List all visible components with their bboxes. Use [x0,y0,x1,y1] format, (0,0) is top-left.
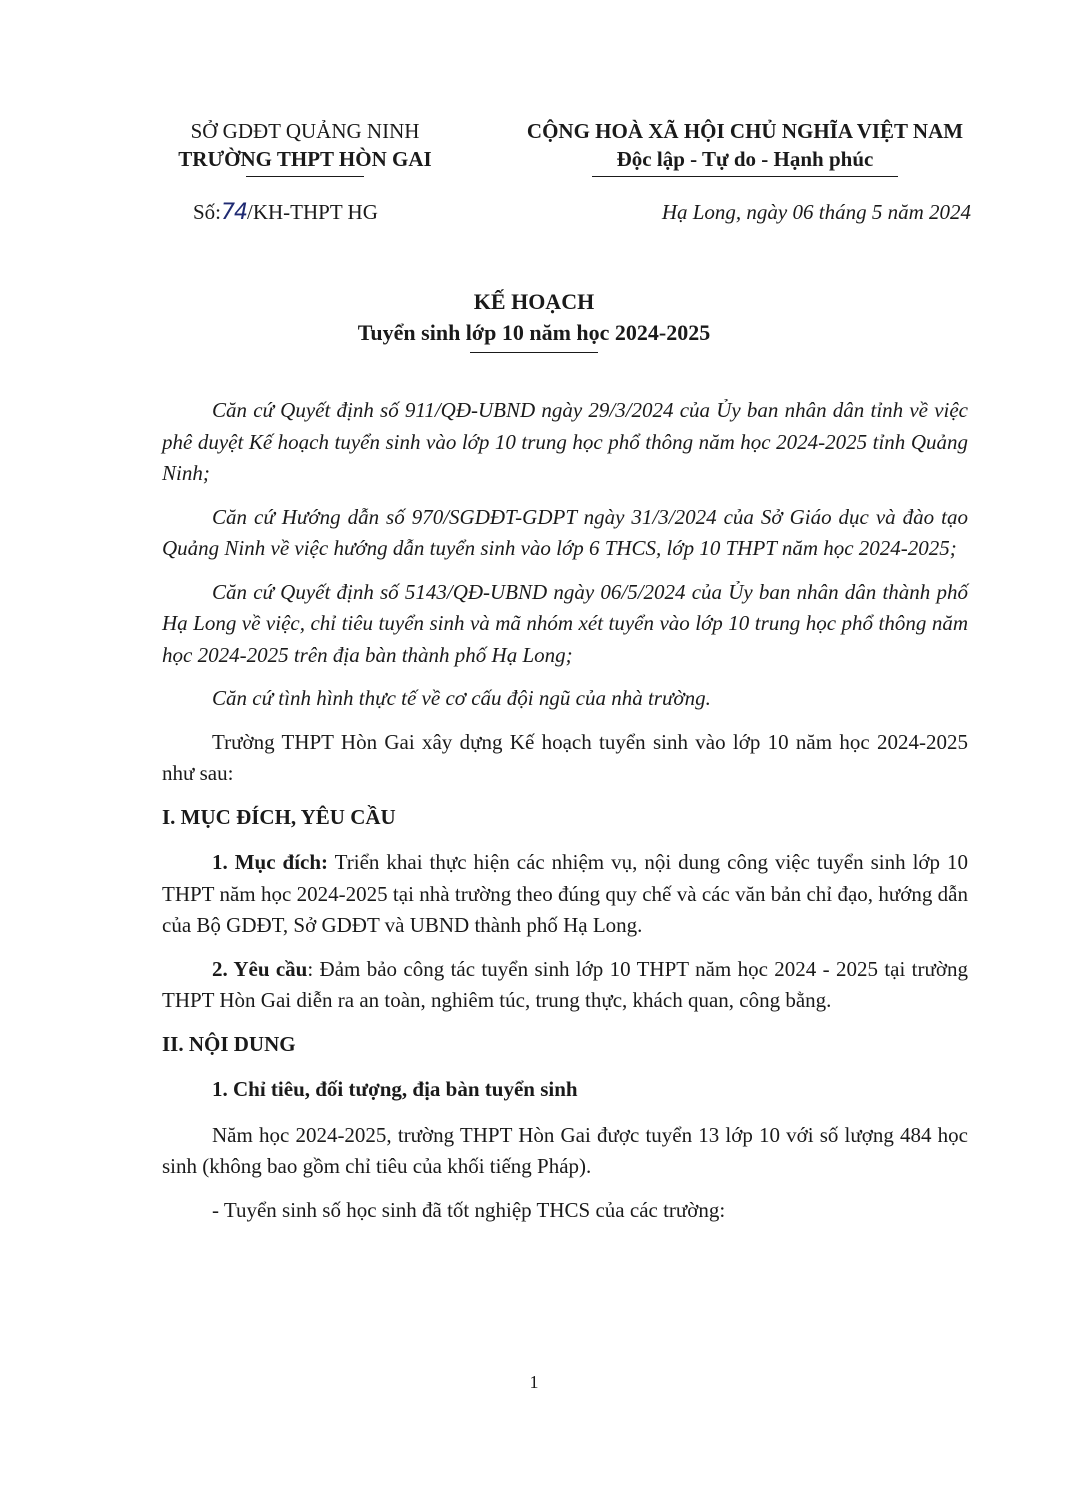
document-number [193,200,378,225]
purpose-label: 1. Mục đích: [212,850,329,874]
enrollment-bullet: - Tuyển sinh số học sinh đã tốt nghiệp THCS của các trường: [212,1197,726,1222]
document-body [162,395,968,1232]
doc-number-suffix: /KH-THPT HG [247,200,378,224]
doc-number-prefix: Số: [193,200,222,224]
doc-number-handwritten: 74 [221,200,248,225]
legal-basis-3: Căn cứ Quyết định số 5143/QĐ-UBND ngày 06/5/2024 của Ủy ban nhân dân thành phố Hạ Long về việc, chỉ tiêu tuyển sinh và mã nhóm xét tuyển vào lớp 10 trung học phổ thông năm học 2024-2025 trên địa bàn thành phố Hạ Long; [162,579,968,667]
motto-underline [592,176,898,177]
date-line: Hạ Long, ngày 06 tháng 5 năm 2024 [661,200,971,224]
document-subtitle: Tuyển sinh lớp 10 năm học 2024-2025 [357,320,711,345]
school-name: TRƯỜNG THPT HÒN GAI [178,147,432,171]
quota-paragraph: Năm học 2024-2025, trường THPT Hòn Gai được tuyển 13 lớp 10 với số lượng 484 học sinh (không bao gồm chỉ tiêu của khối tiếng Pháp). [162,1122,968,1178]
intro-paragraph: Trường THPT Hòn Gai xây dựng Kế hoạch tuyển sinh vào lớp 10 năm học 2024-2025 như sau: [162,729,968,785]
title-block [0,287,1068,353]
legal-basis-4: Căn cứ tình hình thực tế về cơ cấu đội ngũ của nhà trường. [212,686,711,710]
issuer-block [150,117,460,177]
legal-basis-1: Căn cứ Quyết định số 911/QĐ-UBND ngày 29/3/2024 của Ủy ban nhân dân tỉnh về việc phê duyệt Kế hoạch tuyển sinh vào lớp 10 trung học phổ thông năm học 2024-2025 tỉnh Quảng Ninh; [162,398,968,485]
country-name: CỘNG HOÀ XÃ HỘI CHỦ NGHĨA VIỆT NAM [526,119,964,143]
requirement-text: : Đảm bảo công tác tuyển sinh lớp 10 THPT năm học 2024 - 2025 tại trường THPT Hòn Gai diễn ra an toàn, nghiêm túc, trung thực, khách quan, công bằng. [162,956,968,1012]
subsection-1-heading: 1. Chỉ tiêu, đối tượng, địa bàn tuyển sinh [212,1077,578,1101]
purpose-text: Triển khai thực hiện các nhiệm vụ, nội dung công việc tuyển sinh lớp 10 THPT năm học 2024-2025 tại nhà trường theo đúng quy chế và các văn bản chỉ đạo, hướng dẫn của Bộ GDĐT, Sở GDĐT và UBND thành phố Hạ Long. [162,850,968,937]
section-2-heading: II. NỘI DUNG [162,1031,296,1056]
national-header [485,117,1005,177]
issuer-underline [246,176,364,177]
page-number: 1 [529,1372,539,1392]
document-title: KẾ HOẠCH [473,289,595,314]
national-motto: Độc lập - Tự do - Hạnh phúc [616,147,874,171]
requirement-paragraph [162,954,968,1017]
requirement-label: 2. Yêu cầu [212,956,308,981]
legal-basis-2: Căn cứ Hướng dẫn số 970/SGDĐT-GDPT ngày 31/3/2024 của Sở Giáo dục và đào tạo Quảng Ninh về việc hướng dẫn tuyển sinh vào lớp 6 THCS, lớp 10 THPT năm học 2024-2025; [162,504,968,560]
title-underline [470,352,598,353]
department-name: SỞ GDĐT QUẢNG NINH [190,119,420,143]
purpose-paragraph [162,847,968,942]
section-1-heading: I. MỤC ĐÍCH, YÊU CẦU [162,804,396,829]
